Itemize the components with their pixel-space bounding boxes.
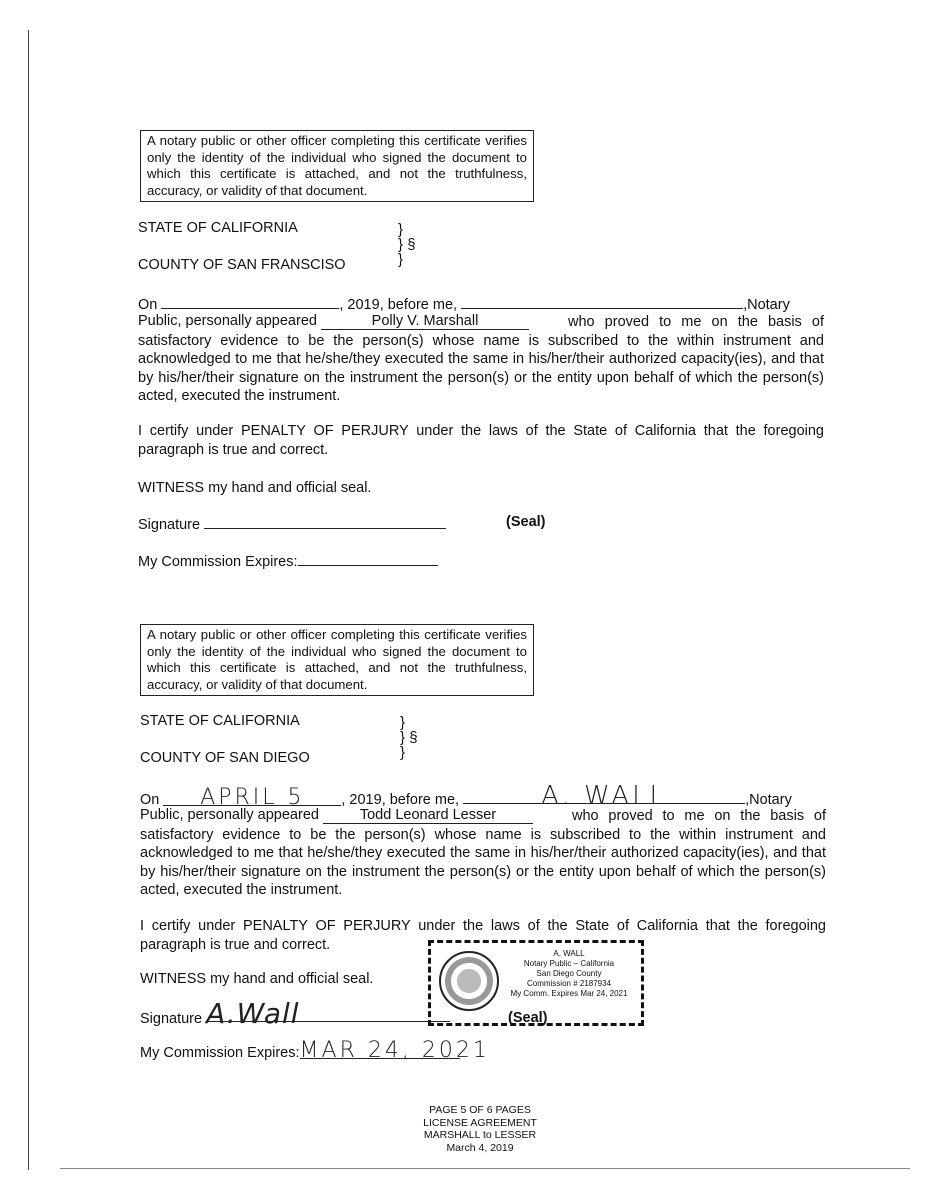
left-margin-line [28,30,29,1170]
venue-brace-1: } } § } [398,221,416,268]
acknowledgment-line-1: On , 2019, before me, ,Notary [138,294,790,313]
footer-parties: MARSHALL to LESSER [423,1129,537,1141]
commission-row-1: My Commission Expires: [138,551,438,570]
certify-text-1: I certify under PENALTY OF PERJURY under the laws of the State of California that the foregoing paragraph is true and correct. [138,423,824,458]
appeared-line-1: Public, personally appeared Polly V. Marshall [138,313,529,330]
proved-text-1: who proved to me on the basis of satisfactory evidence to be the person(s) whose name is subscribed to the within instrument and acknowledged to me that he/she/they executed the same in his/her/their authorized capacity(ies), and that by his/her/their signature on the instrument the person(s) or the entity upon behalf of which the person(s) acted, executed the instrument. [138,314,824,404]
signature-blank-1[interactable] [204,514,446,529]
date-blank-1[interactable] [161,294,339,309]
appeared-name-1: Polly V. Marshall [321,313,529,330]
notary-name-blank-1[interactable] [461,294,743,309]
stamp-text: A. WALL Notary Public – California San Diego County Commission # 2187934 My Comm. Expires Mar 24, 2021 [510,949,628,998]
commission-handwritten-2: MAR 24, 2021 [299,1038,490,1063]
proved-text-2: who proved to me on the basis of satisfactory evidence to be the person(s) whose name is subscribed to the within instrument and acknowledged to me that he/she/they executed the same in his/her/their authorized capacity(ies), and that by his/her/their signature on the instrument the person(s) or the entity upon behalf of which the person(s) acted, executed the instrument. [140,808,826,898]
notary-notice-box-2: A notary public or other officer completing this certificate verifies only the identity of the individual who signed the document to which this certificate is attached, and not the truthfulness, accuracy, or validity of that document. [140,624,534,696]
appeared-name-2: Todd Leonard Lesser [323,807,533,824]
notary-name-handwritten-2: A. WALL [463,789,745,804]
commission-row-2: My Commission Expires:MAR 24, 2021 [140,1038,490,1063]
footer-date: March 4, 2019 [446,1141,514,1154]
date-handwritten-2: APRIL 5 [163,791,341,806]
bottom-margin-line [60,1168,910,1169]
state-label-2: STATE OF CALIFORNIA [140,713,300,729]
venue-brace-2: } } § } [400,714,418,761]
signature-row-2: Signature A.Wall [140,1007,450,1027]
appeared-line-2: Public, personally appeared Todd Leonard Lesser [140,807,533,824]
seal-label-1: (Seal) [506,514,546,530]
footer-page: PAGE 5 OF 6 PAGES [429,1104,531,1116]
footer-doc: LICENSE AGREEMENT [423,1116,537,1129]
signature-row-1: Signature [138,514,446,533]
state-seal-icon [439,951,499,1011]
witness-text-1: WITNESS my hand and official seal. [138,480,372,496]
county-label-1: COUNTY OF SAN FRANSCISO [138,257,346,273]
seal-label-2: (Seal) [508,1010,548,1026]
county-label-2: COUNTY OF SAN DIEGO [140,750,310,766]
commission-blank-1[interactable] [298,551,438,566]
signature-handwritten-2: A.Wall [206,1007,450,1022]
notary-notice-box-1: A notary public or other officer completing this certificate verifies only the identity of the individual who signed the document to which this certificate is attached, and not the truthfulness, accuracy, or validity of that document. [140,130,534,202]
state-label-1: STATE OF CALIFORNIA [138,220,298,236]
page-footer [380,1104,580,1154]
acknowledgment-line-2: On APRIL 5 , 2019, before me, A. WALL ,Notary [140,781,792,811]
witness-text-2: WITNESS my hand and official seal. [140,971,374,987]
certify-text-2: I certify under PENALTY OF PERJURY under the laws of the State of California that the foregoing paragraph is true and correct. [140,918,826,953]
